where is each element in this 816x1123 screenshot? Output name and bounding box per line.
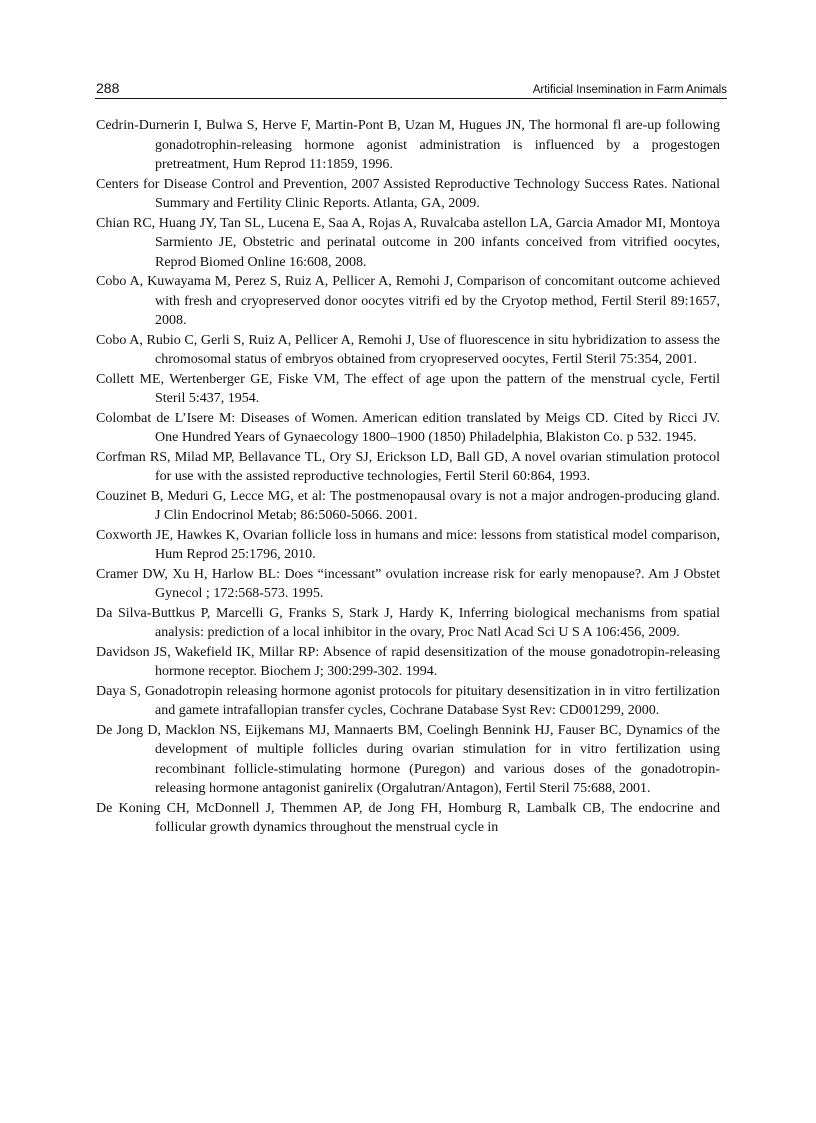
page-header	[95, 80, 727, 99]
reference-entry: Chian RC, Huang JY, Tan SL, Lucena E, Saa A, Rojas A, Ruvalcaba astellon LA, Garcia Amador MI, Montoya Sarmiento JE, Obstetric and perinatal outcome in 200 infants conceived from vitrified oocytes, Reprod Biomed Online 16:608, 2008.	[96, 215, 720, 270]
reference-entry: Da Silva-Buttkus P, Marcelli G, Franks S, Stark J, Hardy K, Inferring biological mechanisms from spatial analysis: prediction of a local inhibitor in the ovary, Proc Natl Acad Sci U S A 106:456, 2009.	[96, 605, 720, 640]
reference-entry: Colombat de L’Isere M: Diseases of Women. American edition translated by Meigs CD. Cited by Ricci JV. One Hundred Years of Gynaecology 1800–1900 (1850) Philadelphia, Blakiston Co. p 532. 1945.	[96, 410, 720, 445]
reference-entry: Cobo A, Rubio C, Gerli S, Ruiz A, Pellicer A, Remohi J, Use of fluorescence in situ hybridization to assess the chromosomal status of embryos obtained from cryopreserved oocytes, Fertil Steril 75:354, 2001.	[96, 332, 720, 367]
reference-entry: Corfman RS, Milad MP, Bellavance TL, Ory SJ, Erickson LD, Ball GD, A novel ovarian stimulation protocol for use with the assisted reproductive technologies, Fertil Steril 60:864, 1993.	[96, 449, 720, 484]
reference-entry: Couzinet B, Meduri G, Lecce MG, et al: The postmenopausal ovary is not a major androgen-producing gland. J Clin Endocrinol Metab; 86:5060-5066. 2001.	[96, 488, 720, 523]
page-number: 288	[96, 80, 120, 96]
reference-entry: Coxworth JE, Hawkes K, Ovarian follicle loss in humans and mice: lessons from statistical model comparison, Hum Reprod 25:1796, 2010.	[96, 527, 720, 562]
reference-entry: Davidson JS, Wakefield IK, Millar RP: Absence of rapid desensitization of the mouse gonadotropin-releasing hormone receptor. Biochem J; 300:299-302. 1994.	[96, 644, 720, 679]
reference-entry: Cedrin-Durnerin I, Bulwa S, Herve F, Martin-Pont B, Uzan M, Hugues JN, The hormonal fl are-up following gonadotrophin-releasing hormone agonist administration is influenced by a progestogen pretreatment, Hum Reprod 11:1859, 1996.	[96, 118, 720, 172]
reference-entry: Cramer DW, Xu H, Harlow BL: Does “incessant” ovulation increase risk for early menopause?. Am J Obstet Gynecol ; 172:568-573. 1995.	[96, 566, 720, 601]
reference-entry: De Jong D, Macklon NS, Eijkemans MJ, Mannaerts BM, Coelingh Bennink HJ, Fauser BC, Dynamics of the development of multiple follicles during ovarian stimulation for in vitro fertilization using recombinant follicle-stimulating hormone (Puregon) and various doses of the gonadotropin-releasing hormone antagonist ganirelix (Orgalutran/Antagon), Fertil Steril 75:688, 2001.	[96, 722, 720, 796]
reference-entry: Centers for Disease Control and Prevention, 2007 Assisted Reproductive Technology Success Rates. National Summary and Fertility Clinic Reports. Atlanta, GA, 2009.	[96, 176, 720, 211]
reference-entry: De Koning CH, McDonnell J, Themmen AP, de Jong FH, Homburg R, Lambalk CB, The endocrine and follicular growth dynamics throughout the menstrual cycle in	[96, 800, 720, 835]
reference-list	[96, 116, 720, 838]
reference-entry: Collett ME, Wertenberger GE, Fiske VM, The effect of age upon the pattern of the menstrual cycle, Fertil Steril 5:437, 1954.	[96, 371, 720, 406]
running-title: Artificial Insemination in Farm Animals	[532, 84, 727, 96]
reference-entry: Daya S, Gonadotropin releasing hormone agonist protocols for pituitary desensitization in in vitro fertilization and gamete intrafallopian transfer cycles, Cochrane Database Syst Rev: CD001299, 2000.	[96, 683, 720, 718]
reference-entry: Cobo A, Kuwayama M, Perez S, Ruiz A, Pellicer A, Remohi J, Comparison of concomitant outcome achieved with fresh and cryopreserved donor oocytes vitrifi ed by the Cryotop method, Fertil Steril 89:1657, 2008.	[96, 274, 720, 328]
